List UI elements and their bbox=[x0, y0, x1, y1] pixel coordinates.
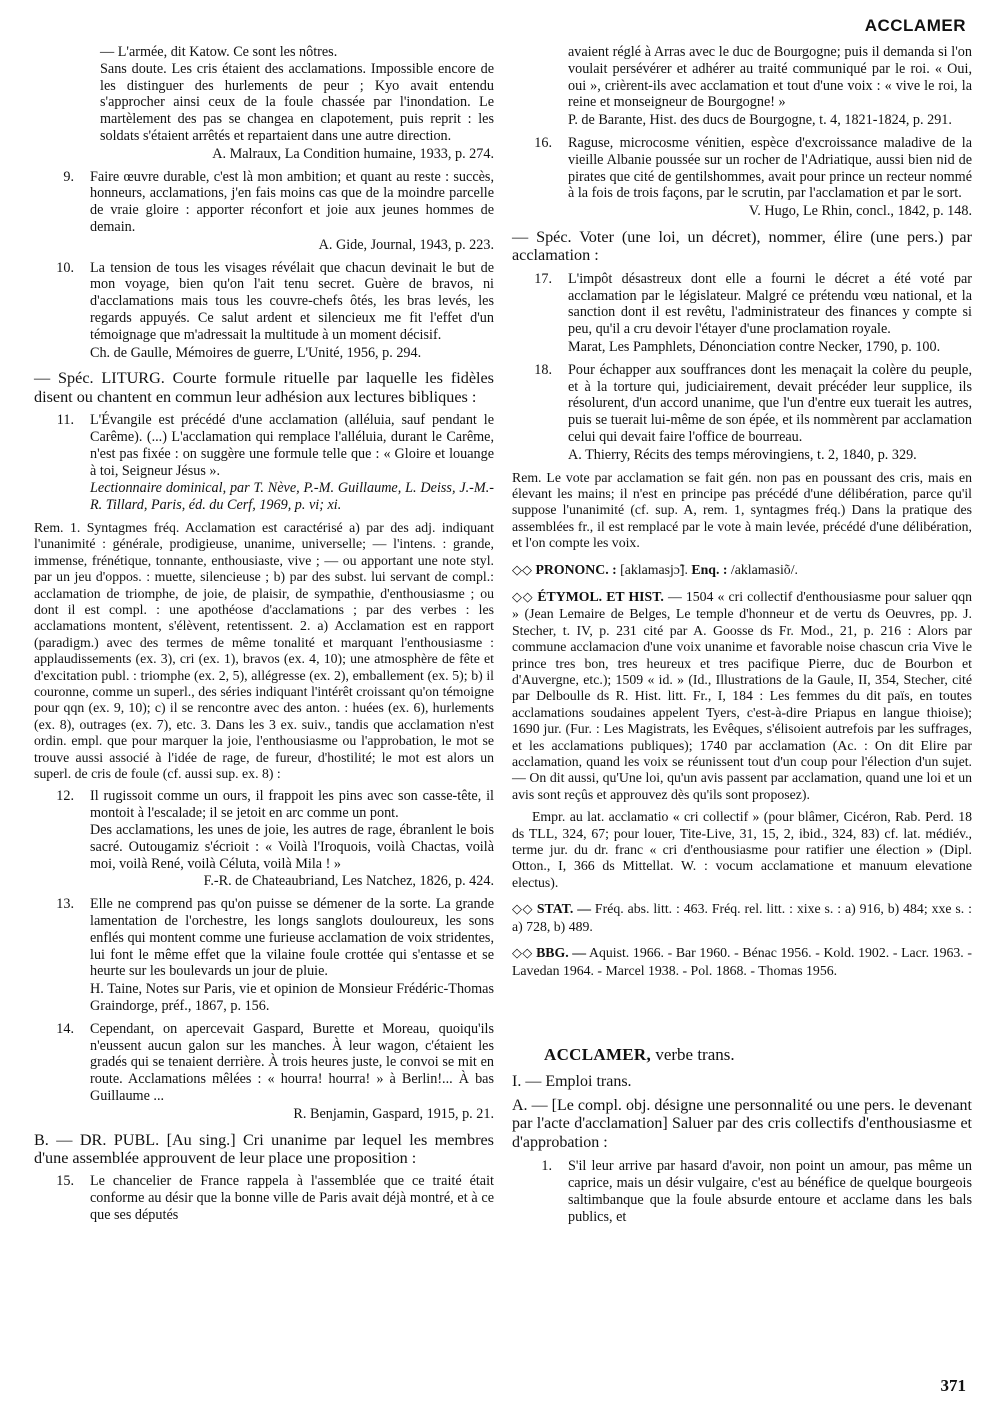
example-number: 13. bbox=[56, 896, 74, 913]
remark-syntagms: Rem. 1. Syntagmes fréq. Acclamation est caractérisé a) par des adj. indiquant l'unanimité : générale, prodigieuse, unanime, universelle; — l'intens. : grande, immense, frénétique, tonnante, enthousiaste, vive ; — ou apportant une note styl. par un jeu d'oppos. : muette, silencieuse ; b) par des subst. lui servant de compl.: acclamation de triomphe, de joie, de plaisir, de sympathie, d'enthousiasme ; ou dont il est compl. : une apothéose d'acclamations ; par des verbes : les acclamations montent, s'élèvent, retentissent. 2. a) Acclamation est en rapport (paradigm.) avec des termes de même tonalité et marquant l'enthousiasme : applaudissements (ex. 3), cri (ex. 1), bravos (ex. 4, 10); une atmosphère de fête et d'excitation publ. : triomphe (ex. 2, 5), allégresse (ex. 2), emballement (ex. 5); b) il couronne, comme un superl., des séries indiquant l'intérêt croissant qu'on témoigne pour qqn (ex. 9, 10); c) il se rencontre avec des anton. : huées (ex. 6), hurlements (ex. 8), outrages (ex. 7), etc. 3. Dans les 3 ex. suiv., tandis que acclamation n'est ordin. empl. que pour marquer la joie, l'enthousiasme ou l'approbation, le mot se trouve aussi associé à l'idée de rage, de fureur, d'hostilité; le mot est alors un superl. de cris de foule (cf. aussi sup. ex. 8) : bbox=[34, 519, 494, 782]
pronunciation-section bbox=[512, 562, 972, 579]
pronunciation-survey: /aklamasiõ/. bbox=[730, 561, 798, 577]
example-13 bbox=[34, 896, 494, 1015]
bibliography-section bbox=[512, 945, 972, 979]
example-15 bbox=[34, 1173, 494, 1223]
example-15-continued bbox=[512, 44, 972, 129]
example-number: 15. bbox=[56, 1173, 74, 1190]
example-text: Le chancelier de France rappela à l'assemblée que ce traité était conforme au désir que la bonne ville de Paris avait déjà montré, et à ce que ses députés bbox=[90, 1173, 494, 1223]
example-source: V. Hugo, Le Rhin, concl., 1842, p. 148. bbox=[748, 203, 972, 220]
example-text: Cependant, on apercevait Gaspard, Burette et Moreau, quoiqu'ils n'eussent aucun galon sur les manches. À leur wagon, c'étaient les gradés qui se tenaient derrière. À trois heures juste, le convoi se mit en route. Acclamations mêlées : « hourra! hourra! » à Berlin!... À bas Guillaume ... bbox=[90, 1020, 494, 1104]
example-17 bbox=[512, 271, 972, 356]
example-number: 11. bbox=[56, 412, 74, 429]
citation-line: Sans doute. Les cris étaient des acclamations. Impossible encore de les distinguer des hurlements de peur ; Kyo avait entendu s'approcher ainsi ceux de la foule chassée par l'inondation. Le martèlement des pas se changea en clapotement, puis reprit : les soldats s'étaient arrêtés et repartaient dans une autre direction. bbox=[100, 60, 494, 144]
example-source: Ch. de Gaulle, Mémoires de guerre, L'Unité, 1956, p. 294. bbox=[90, 344, 422, 361]
diamond-icon: ◇◇ bbox=[512, 589, 534, 605]
example-text: L'Évangile est précédé d'une acclamation (alléluia, sauf pendant le Carême). (...) L'acclamation qui remplace l'alléluia, durant le Carême, n'est pas fixée : on suggère une formule telle que : « Gloire et louange à toi, Seigneur Jésus ». bbox=[90, 412, 494, 479]
example-source: F.-R. de Chateaubriand, Les Natchez, 1826, p. 424. bbox=[203, 873, 494, 890]
example-9 bbox=[34, 169, 494, 254]
example-11 bbox=[34, 412, 494, 514]
example-number: 17. bbox=[534, 270, 552, 287]
example-source: H. Taine, Notes sur Paris, vie et opinion de Monsieur Frédéric-Thomas Graindorge, préf., 1867, p. 156. bbox=[90, 981, 494, 1014]
example-text: S'il leur arrive par hasard d'avoir, non point un amour, pas même un caprice, mais un désir vulgaire, c'est au bénéfice de quelque bourgeois saltimbanque que la foule absurde entoure et acclame dans les bals publics, et bbox=[568, 1158, 972, 1225]
example-source: R. Benjamin, Gaspard, 1915, p. 21. bbox=[293, 1105, 494, 1122]
remark-vote: Rem. Le vote par acclamation se fait gén. non pas en poussant des cris, mais en élevant les mains; il n'est en principe pas précédé d'une délibération, parce qu'il suppose l'unanimité (cf. sup. A, rem. 1, syntagmes fréq.) Dans la pratique des assemblées fr., il est remplacé par le vote à main levée, précédé d'une délibération, et l'on compte les voix. bbox=[512, 469, 972, 551]
page-number: 371 bbox=[940, 1376, 966, 1395]
example-number: 18. bbox=[534, 361, 552, 378]
continued-citation bbox=[100, 44, 494, 163]
pronunciation-text: [aklamasjɔ̃]. bbox=[620, 561, 688, 577]
example-number: 16. bbox=[534, 134, 552, 151]
statistics-section bbox=[512, 901, 972, 935]
entry-headword bbox=[544, 1045, 972, 1065]
example-number: 10. bbox=[56, 259, 74, 276]
example-number: 12. bbox=[56, 788, 74, 805]
example-18 bbox=[512, 362, 972, 464]
left-column bbox=[34, 44, 494, 1224]
specialized-sense-liturgy: — Spéc. LITURG. Courte formule rituelle par laquelle les fidèles disent ou chantent en commun leur adhésion aux lectures bibliques : bbox=[34, 369, 494, 406]
statistics-text: Fréq. abs. litt. : 463. Fréq. rel. litt. : xixe s. : a) 916, b) 484; xxe s. : a) 728, b) 489. bbox=[512, 901, 972, 934]
example-10 bbox=[34, 260, 494, 362]
example-source: Marat, Les Pamphlets, Dénonciation contre Necker, 1790, p. 100. bbox=[568, 338, 941, 355]
example-source: P. de Barante, Hist. des ducs de Bourgogne, t. 4, 1821-1824, p. 291. bbox=[568, 112, 952, 129]
section-label: Enq. : bbox=[691, 561, 728, 577]
definition-a: A. — [Le compl. obj. désigne une personnalité ou une pers. le devenant par l'acte d'acclamation] Saluer par des cris collectifs d'enthousiasme et d'approbation : bbox=[512, 1096, 972, 1151]
example-14 bbox=[34, 1021, 494, 1123]
example-source: Lectionnaire dominical, par T. Nève, P.-M. Guillaume, L. Deiss, J.-M.-R. Tillard, Paris, éd. du Cerf, 1969, p. vi; xi. bbox=[90, 480, 494, 514]
example-12 bbox=[34, 788, 494, 890]
section-label: BBG. — bbox=[536, 945, 587, 961]
headword: ACCLAMER, bbox=[544, 1044, 652, 1064]
section-label: STAT. — bbox=[536, 901, 591, 917]
example-text: Il rugissoit comme un ours, il frappoit les pins avec son casse-tête, il montoit à l'escalade; il se jetoit en arc comme un pont. bbox=[90, 788, 494, 822]
example-text: L'impôt désastreux dont elle a fourni le décret a été voté par acclamation par le législateur. Malgré ce prétendu vœu national, et la sanction dont il est revêtu, l'administrateur des finances y compte si peu, qu'il a cru devoir l'étayer d'une proclamation royale. bbox=[568, 270, 972, 338]
part-of-speech: verbe trans. bbox=[655, 1044, 735, 1064]
example-text: La tension de tous les visages révélait que chacun devinait le but de mon voyage, bien qu'on l'ait tenu secret. Guère de bravos, ni d'acclamations mais tous les couvre-chefs ôtés, les bras levés, les regards appuyés. Ce salut ardent et silencieux me fit l'effet d'un témoignage que m'adressait la multitude à un moment décisif. bbox=[90, 259, 494, 343]
section-label: ÉTYMOL. ET HIST. bbox=[537, 588, 664, 604]
right-column bbox=[512, 44, 972, 1225]
example-16 bbox=[512, 135, 972, 220]
example-number: 9. bbox=[63, 168, 74, 185]
sense-i: I. — Emploi trans. bbox=[512, 1072, 632, 1090]
example-text: Elle ne comprend pas qu'on puisse se démener de la sorte. La grande lamentation de l'orchestre, les longs sanglots douloureux, les sons enflés qui montent comme une furieuse acclamation de voix stridentes, lui font le même effet que la vilaine foule crottée qui s'entasse et se heurte sur les boulevards un jour de pluie. bbox=[90, 896, 494, 980]
example-text: Des acclamations, les unes de joie, les autres de rage, ébranlent le bois sacré. Outougamiz s'écrioit : « Voilà l'Iroquois, voilà Chactas, voilà moi, voilà René, voilà Céluta, voilà Mila ! » bbox=[90, 822, 494, 872]
diamond-icon: ◇◇ bbox=[512, 902, 533, 918]
specialized-sense-vote: — Spéc. Voter (une loi, un décret), nommer, élire (une pers.) par acclamation : bbox=[512, 227, 972, 265]
example-text: Pour échapper aux souffrances dont les menaçait la colère du peuple, et à la torture qui, judiciairement, devait précéder leur supplice, ils résolurent, d'un accord unanime, que l'un d'entre eux tuerait les autres, puis se tuerait lui-même de son épée, et ils nommèrent par acclamation celui qui devait faire l'office de bourreau. bbox=[568, 361, 972, 445]
etymology-latin: Empr. au lat. acclamatio « cri collectif » (pour blâmer, Cicéron, Rab. Perd. 18 ds TLL, 324, 67; pour louer, Tite-Live, 31, 15, 2, ibid., 324, 83) cf. lat. médiév., terme jur. du dr. franc « cri d'enthousiasme pour ratifier une élection » (Dipl. Otton., I, 366 ds Mittellat. W. : vocum acclamatione et manuum elevatione electus). bbox=[512, 809, 972, 890]
example-text: avaient réglé à Arras avec le duc de Bourgogne; puis il demanda si l'on voulait persévérer et adhérer au traité communiqué par le roi. « Oui, oui », crièrent-ils avec acclamation et tout d'une voix : « vive le roi, la reine et monseigneur de Bourgogne! » bbox=[568, 44, 972, 111]
running-head: ACCLAMER bbox=[864, 16, 966, 35]
example-source: A. Gide, Journal, 1943, p. 223. bbox=[318, 236, 494, 253]
citation-line: — L'armée, dit Katow. Ce sont les nôtres. bbox=[100, 44, 338, 60]
etymology-text: — 1504 « cri collectif d'enthousiasme pour saluer qqn » (Jean Lemaire de Belges, Le temple d'honneur et de vertu ds Oeuvres, pp. J. Stecher, t. IV, p. 231 cité par A. Goosse ds Fr. Mod., 21, p. 216 : Alors par commune acclamacion d'une voix unanime et favorable noise chascun cria Vive le prince tres bon, tres heureux et tres pacifique Pierre, duc de Bourbon et d'Auvergne, etc.); 1509 « id. » (Id., Illustrations de la Gaule, II, 354, Stecher, cité par Delboulle ds R. Hist. litt. Fr., I, 184 : Les femmes du dit païs, en toutes acclamations soudaines appelent Tyers, c'est-à-dire Priapus en langue thioise); 1690 jur. (Fur. : Les Magistrats, les Evêques, s'élisoient autrefois par les suffrages, et les acclamations publiques); 1740 par acclamation (Ac. : On dit Elire par acclamation, quand les voix se réunissent tout d'un coup pour l'élection d'un sujet. — On dit aussi, qu'Une loi, qu'un avis passent par acclamation, quand une loi et un avis sont reçûs et approuvez dès qu'ils sont proposez). bbox=[512, 588, 973, 802]
diamond-icon: ◇◇ bbox=[512, 946, 533, 962]
example-1 bbox=[512, 1158, 972, 1225]
section-b-public-law: B. — DR. PUBL. [Au sing.] Cri unanime par lequel les membres d'une assemblée approuvent de leur place une proposition : bbox=[34, 1130, 494, 1167]
example-text: Raguse, microcosme vénitien, espèce d'excroissance maladive de la vieille Albanie poussée sur un rocher de l'Adriatique, aussi bien nid de pirates que cité de gentilshommes, avait pour prince un recteur nommé à la fois de trois façons, par le scrutin, par l'acclamation et par le sort. bbox=[568, 134, 972, 202]
citation-source: A. Malraux, La Condition humaine, 1933, p. 274. bbox=[212, 145, 494, 162]
section-label: PRONONC. : bbox=[535, 561, 617, 577]
example-number: 14. bbox=[56, 1020, 74, 1037]
diamond-icon: ◇◇ bbox=[512, 562, 532, 578]
example-number: 1. bbox=[541, 1158, 552, 1175]
etymology-section bbox=[512, 589, 972, 803]
example-text: Faire œuvre durable, c'est là mon ambition; et quant au reste : succès, honneurs, acclamations, j'en fais moins cas que de la moindre parcelle de vraie gloire : apporter réconfort et joie aux jeunes hommes de demain. bbox=[90, 168, 494, 235]
bibliography-text: Aquist. 1966. - Bar 1960. - Bénac 1956. - Kold. 1902. - Lacr. 1963. - Lavedan 1964. - Marcel 1938. - Pol. 1868. - Thomas 1956. bbox=[512, 945, 972, 978]
example-source: A. Thierry, Récits des temps mérovingiens, t. 2, 1840, p. 329. bbox=[568, 446, 917, 463]
